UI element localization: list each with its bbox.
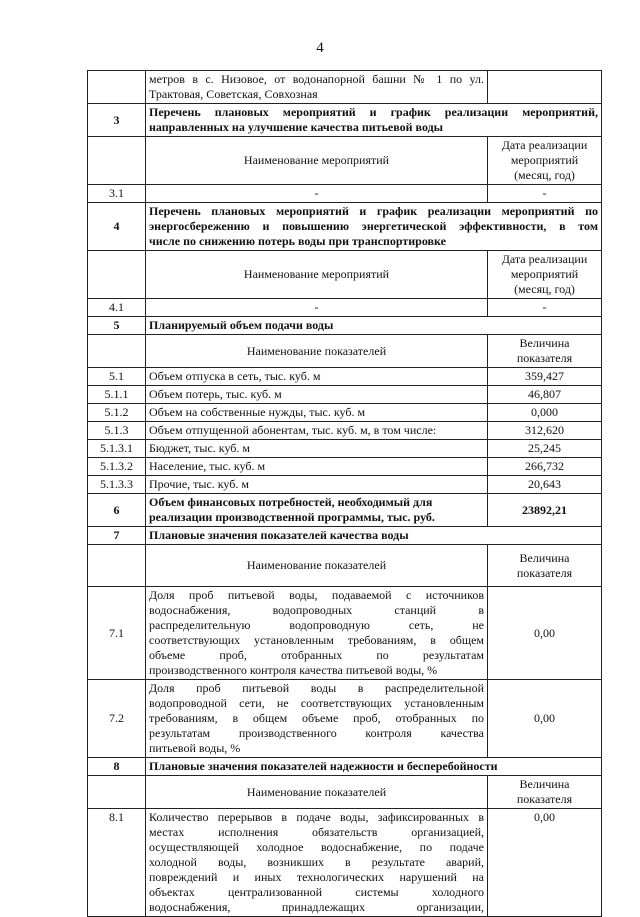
section-title: Перечень плановых мероприятий и график реализации мероприятий, направленных на улучшение качества питьевой воды xyxy=(146,104,602,137)
column-header-name: Наименование мероприятий xyxy=(146,251,488,299)
column-header-value: Величина показателя xyxy=(488,545,602,587)
page-number: 4 xyxy=(316,40,324,56)
table-row: 5.1.3.1 Бюджет, тыс. куб. м 25,245 xyxy=(88,440,602,458)
section-header-row xyxy=(88,494,602,527)
row-text: Доля проб питьевой воды в распределительной водопроводной сети, не соответствующих установленным требованиям, в общем объеме проб, отобранных по результатам производственного контроля качества питьевой воды, % xyxy=(146,680,488,758)
section-header-row xyxy=(88,104,602,137)
column-header-name: Наименование показателей xyxy=(146,335,488,368)
section-number: 5 xyxy=(88,317,146,335)
row-text: метров в с. Низовое, от водонапорной башни № 1 по ул. Трактовая, Советская, Совхозная xyxy=(146,71,488,104)
column-header-row xyxy=(88,545,602,587)
table-row: 5.1.1 Объем потерь, тыс. куб. м 46,807 xyxy=(88,386,602,404)
column-header-row xyxy=(88,335,602,368)
column-header-row xyxy=(88,251,602,299)
table-row: 5.1.3.2 Население, тыс. куб. м 266,732 xyxy=(88,458,602,476)
section-header-row xyxy=(88,317,602,335)
financial-value: 23892,21 xyxy=(488,494,602,527)
section-number: 4 xyxy=(88,203,146,251)
section-title: Плановые значения показателей надежности и бесперебойности xyxy=(146,758,602,776)
column-header-value: Величина показателя xyxy=(488,776,602,809)
table-row: 7.2 Доля проб питьевой воды в распределительной водопроводной сети, не соответствующих установленным требованиям, в общем объеме проб, отобранных по результатам производственного контроля качества питьевой воды, % 0,00 xyxy=(88,680,602,758)
section-title: Планируемый объем подачи воды xyxy=(146,317,602,335)
row-text: Количество перерывов в подаче воды, зафиксированных в местах исполнения обязательств организацией, осуществляющей холодное водоснабжение, по подаче холодной воды, возникших в результате аварий, повреждений и иных технологических нарушений на объектах централизованной системы холодного водоснабжения, принадлежащих организации, xyxy=(146,809,488,917)
table-row xyxy=(88,71,602,104)
section-header-row xyxy=(88,527,602,545)
column-header-date: Дата реализации мероприятий (месяц, год) xyxy=(488,137,602,185)
column-header-value: Величина показателя xyxy=(488,335,602,368)
column-header-date: Дата реализации мероприятий (месяц, год) xyxy=(488,251,602,299)
section-number: 8 xyxy=(88,758,146,776)
section-header-row xyxy=(88,203,602,251)
column-header-row xyxy=(88,776,602,809)
row-text: Доля проб питьевой воды, подаваемой с источников водоснабжения, водопроводных станций в распределительную водопроводную сеть, не соответствующих установленным требованиям, в общем объеме проб, отобранных по результатам производственного контроля качества питьевой воды, % xyxy=(146,587,488,680)
table-row: 4.1 - - xyxy=(88,299,602,317)
section-title: Плановые значения показателей качества воды xyxy=(146,527,602,545)
table-row: 3.1 - - xyxy=(88,185,602,203)
table-row: 5.1.3 Объем отпущенной абонентам, тыс. куб. м, в том числе: 312,620 xyxy=(88,422,602,440)
table-row: 5.1.3.3 Прочие, тыс. куб. м 20,643 xyxy=(88,476,602,494)
section-number: 6 xyxy=(88,494,146,527)
column-header-row xyxy=(88,137,602,185)
section-number: 3 xyxy=(88,104,146,137)
program-table xyxy=(87,70,602,917)
section-header-row xyxy=(88,758,602,776)
column-header-name: Наименование показателей xyxy=(146,545,488,587)
column-header-name: Наименование показателей xyxy=(146,776,488,809)
table-row: 7.1 Доля проб питьевой воды, подаваемой с источников водоснабжения, водопроводных станций в распределительную водопроводную сеть, не соответствующих установленным требованиям, в общем объеме проб, отобранных по результатам производственного контроля качества питьевой воды, % 0,00 xyxy=(88,587,602,680)
column-header-name: Наименование мероприятий xyxy=(146,137,488,185)
section-number: 7 xyxy=(88,527,146,545)
table-row: 5.1.2 Объем на собственные нужды, тыс. куб. м 0,000 xyxy=(88,404,602,422)
table-row: 5.1 Объем отпуска в сеть, тыс. куб. м 359,427 xyxy=(88,368,602,386)
section-title: Перечень плановых мероприятий и график реализации мероприятий по энергосбережению и повышению энергетической эффективности, в том числе по снижению потерь воды при транспортировке xyxy=(146,203,602,251)
section-title: Объем финансовых потребностей, необходимый для реализации производственной программы, тыс. руб. xyxy=(146,494,488,527)
table-row: 8.1 Количество перерывов в подаче воды, зафиксированных в местах исполнения обязательств организацией, осуществляющей холодное водоснабжение, по подаче холодной воды, возникших в результате аварий, повреждений и иных технологических нарушений на объектах централизованной системы холодного водоснабжения, принадлежащих организации, 0,00 xyxy=(88,809,602,917)
